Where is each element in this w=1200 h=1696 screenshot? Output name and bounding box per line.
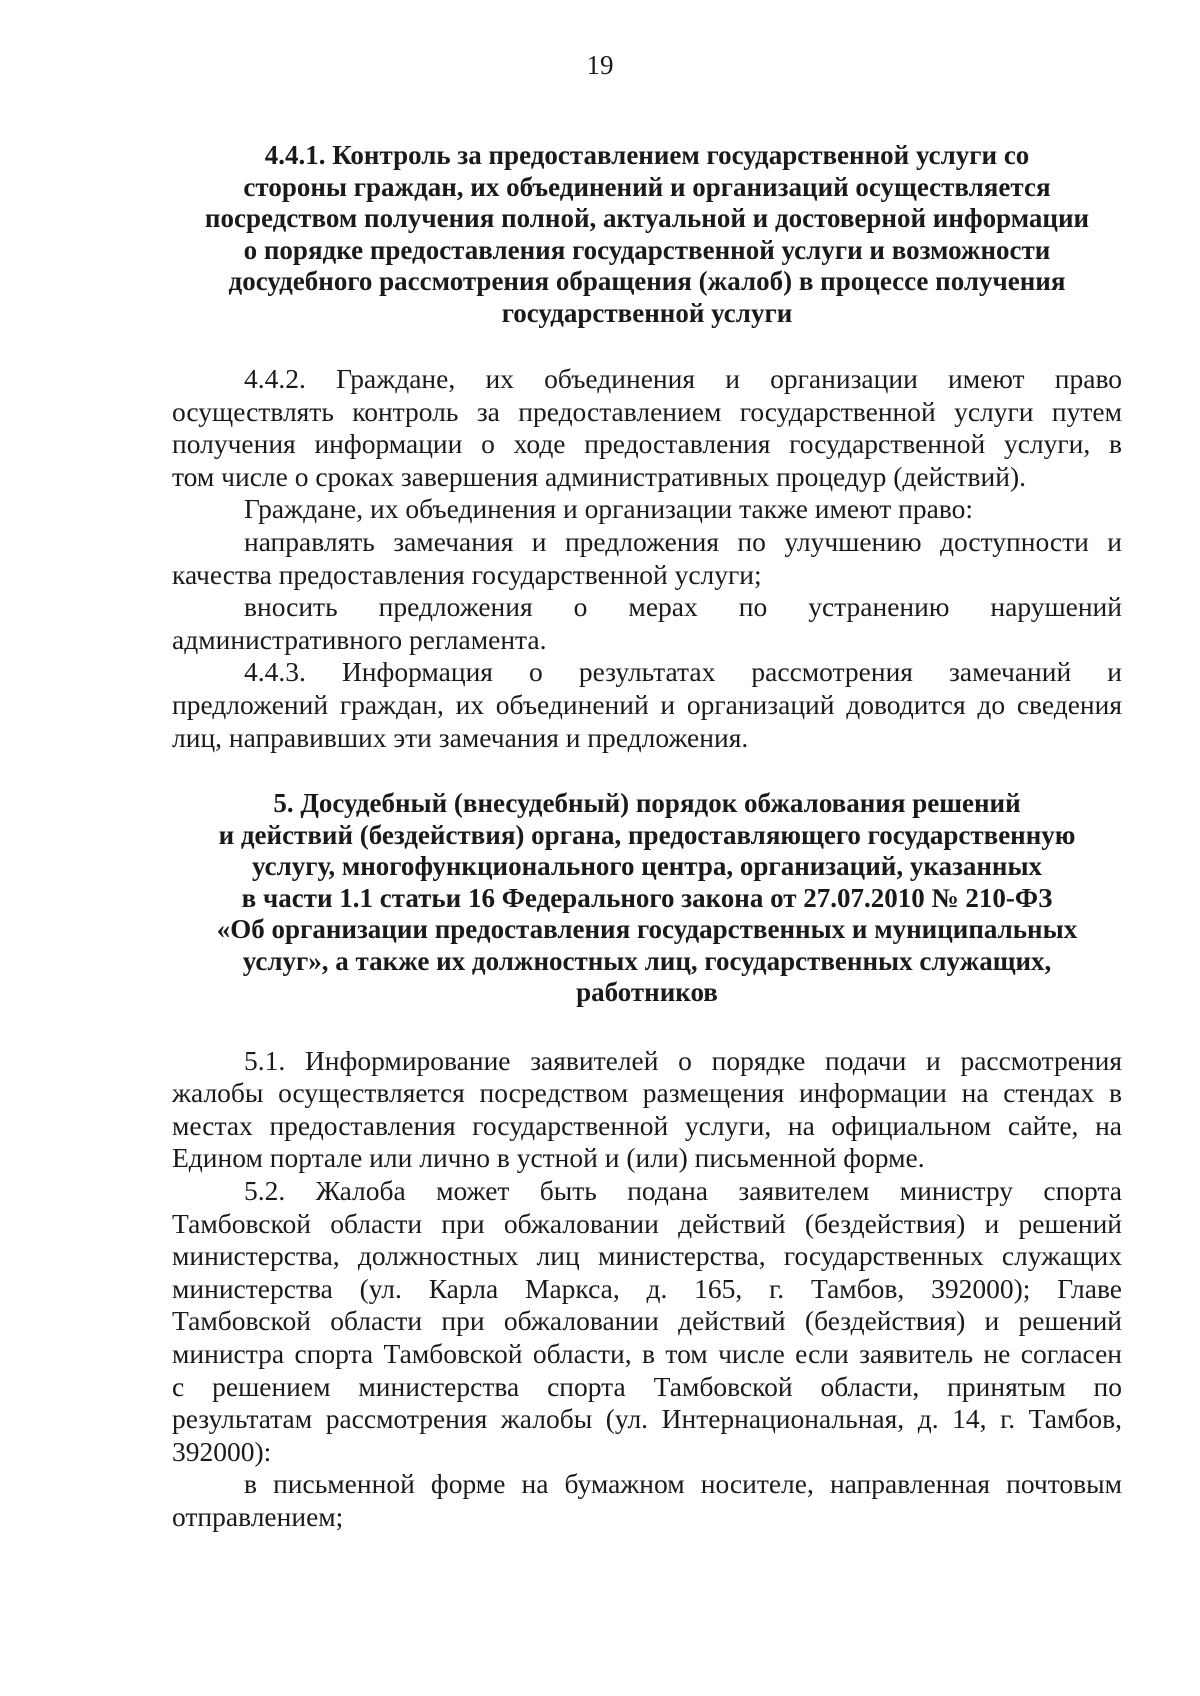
paragraph-send-remarks <box>172 526 1122 591</box>
paragraph-line: лиц, направивших эти замечания и предложения. <box>172 721 749 753</box>
paragraph-line: качества предоставления государственной услуги; <box>172 558 762 590</box>
paragraph-line: 5.2. Жалоба может быть подана заявителем министру спорта <box>244 1175 1122 1206</box>
paragraph-line: министерства, должностных лиц министерства, государственных служащих <box>172 1240 1122 1272</box>
paragraph-rights <box>172 493 1122 526</box>
paragraph-written-form <box>172 1468 1122 1533</box>
paragraph-line: отправлением; <box>172 1500 344 1532</box>
paragraph-line: местах предоставления государственной услуги, на официальном сайте, на <box>172 1109 1122 1141</box>
heading-line: посредством получения полной, актуальной и достоверной информации <box>204 203 1090 233</box>
heading-line: работников <box>576 977 718 1008</box>
section-5-heading <box>172 788 1122 1009</box>
heading-line: услуг», а также их должностных лиц, государственных служащих, <box>242 945 1052 976</box>
paragraph-line: Едином портале или лично в устной и (или) письменной форме. <box>172 1142 925 1174</box>
heading-line: «Об организации предоставления государственных и муниципальных <box>216 914 1078 945</box>
paragraph-line: предложений граждан, их объединений и организаций доводится до сведения <box>172 688 1122 720</box>
paragraph-line: Граждане, их объединения и организации также имеют право: <box>244 493 974 525</box>
heading-line: в части 1.1 статьи 16 Федерального закона от 27.07.2010 № 210-ФЗ <box>241 882 1053 913</box>
paragraph-line: направлять замечания и предложения по улучшению доступности и <box>244 525 1122 557</box>
paragraph-5-2 <box>172 1175 1122 1468</box>
paragraph-line: вносить предложения о мерах по устранению нарушений <box>244 591 1122 623</box>
paragraph-line: 4.4.3. Информация о результатах рассмотрения замечаний и <box>244 656 1122 688</box>
section-4-4-1-heading <box>172 140 1122 329</box>
heading-line: государственной услуги <box>501 297 793 328</box>
heading-line: досудебного рассмотрения обращения (жалоб) в процессе получения <box>228 266 1066 296</box>
heading-line: услугу, многофункционального центра, организаций, указанных <box>251 851 1043 882</box>
heading-line: 4.4.1. Контроль за предоставлением государственной услуги со <box>264 140 1030 170</box>
paragraph-line: 392000): <box>172 1435 272 1467</box>
heading-line: стороны граждан, их объединений и организаций осуществляется <box>243 171 1051 202</box>
heading-line: и действий (бездействия) органа, предоставляющего государственную <box>218 819 1076 850</box>
paragraph-4-4-2 <box>172 363 1122 493</box>
heading-line: о порядке предоставления государственной услуги и возможности <box>243 234 1051 265</box>
paragraph-line: 5.1. Информирование заявителей о порядке подачи и рассмотрения <box>244 1044 1122 1076</box>
paragraph-4-4-3 <box>172 656 1122 754</box>
paragraph-line: том числе о сроках завершения административных процедур (действий). <box>172 460 1026 492</box>
paragraph-line: с решением министерства спорта Тамбовской области, принятым по <box>172 1370 1122 1402</box>
paragraph-line: осуществлять контроль за предоставлением государственной услуги путем <box>172 395 1122 427</box>
page-number: 19 <box>586 50 614 80</box>
paragraph-line: министерства (ул. Карла Маркса, д. 165, г. Тамбов, 392000); Главе <box>172 1272 1122 1304</box>
paragraph-line: в письменной форме на бумажном носителе, направленная почтовым <box>244 1468 1122 1500</box>
page-content <box>172 140 1122 1534</box>
paragraph-line: министра спорта Тамбовской области, в том числе если заявитель не согласен <box>172 1337 1122 1369</box>
paragraph-line: Тамбовской области при обжаловании действий (бездействия) и решений <box>172 1305 1122 1337</box>
heading-line: 5. Досудебный (внесудебный) порядок обжалования решений <box>273 788 1021 819</box>
paragraph-proposals <box>172 591 1122 656</box>
paragraph-line: жалобы осуществляется посредством размещения информации на стендах в <box>172 1077 1122 1109</box>
paragraph-line: Тамбовской области при обжаловании действий (бездействия) и решений <box>172 1207 1122 1239</box>
paragraph-line: получения информации о ходе предоставления государственной услуги, в <box>172 428 1122 460</box>
paragraph-line: 4.4.2. Граждане, их объединения и организации имеют право <box>244 363 1122 394</box>
paragraph-5-1 <box>172 1045 1122 1175</box>
paragraph-line: административного регламента. <box>172 623 547 655</box>
paragraph-line: результатам рассмотрения жалобы (ул. Интернациональная, д. 14, г. Тамбов, <box>172 1403 1122 1435</box>
